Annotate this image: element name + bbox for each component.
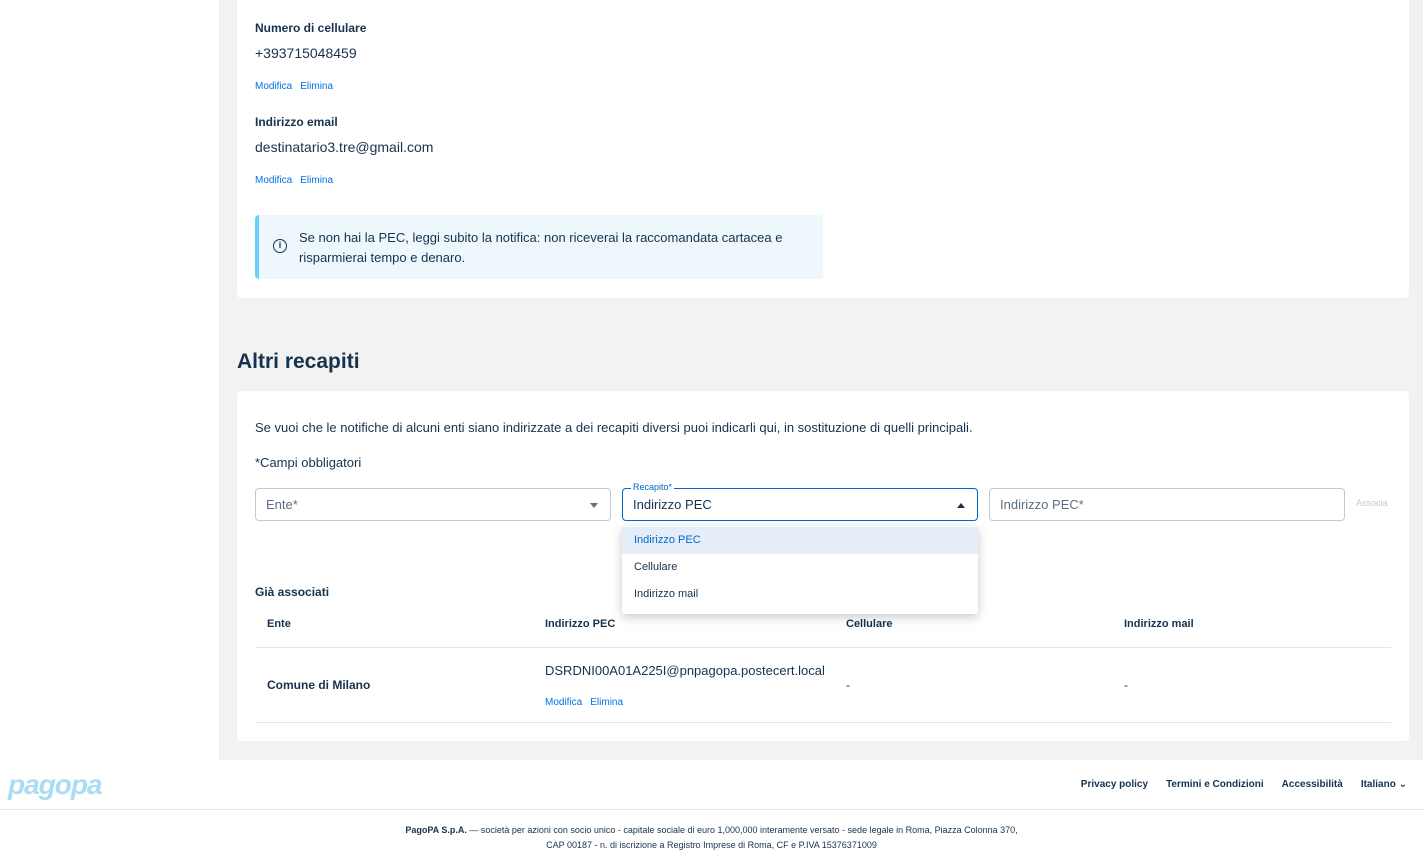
row-mail: - [1124, 678, 1128, 692]
info-icon: i [273, 239, 287, 253]
section-description: Se vuoi che le notifiche di alcuni enti siano indirizzate a dei recapiti diversi puoi indicarli qui, in sostituzione di quelli principali. [255, 420, 973, 435]
mobile-actions [255, 81, 333, 92]
sidebar [0, 0, 219, 760]
email-value: destinatario3.tre@gmail.com [255, 139, 434, 155]
dropdown-option-mail[interactable]: Indirizzo mail [634, 588, 699, 600]
ente-select-placeholder: Ente* [266, 497, 298, 512]
recapito-dropdown-menu [622, 526, 978, 614]
info-alert [255, 215, 823, 279]
table-row-divider [255, 722, 1391, 723]
email-actions [255, 175, 333, 186]
info-alert-text: Se non hai la PEC, leggi subito la notifica: non riceverai la raccomandata cartacea e risparmierai tempo e denaro. [299, 230, 783, 265]
row-edit-link[interactable]: Modifica [545, 697, 583, 708]
row-cellulare: - [846, 678, 850, 692]
address-input[interactable] [989, 488, 1345, 521]
privacy-policy-link[interactable]: Privacy policy [1080, 779, 1149, 790]
recapito-select[interactable] [622, 482, 978, 521]
email-delete-link[interactable]: Elimina [300, 175, 334, 186]
chevron-down-icon [590, 503, 598, 508]
column-header-pec: Indirizzo PEC [545, 618, 616, 630]
table-header-divider [255, 647, 1391, 648]
main-content [219, 0, 1423, 760]
associated-title: Già associati [255, 585, 330, 599]
legal-line-1: — società per azioni con socio unico - capitale sociale di euro 1,000,000 interamente versato - sede legale in Roma, Piazza Colonna 370, [466, 825, 1018, 835]
recapito-select-label: Recapito* [633, 482, 673, 492]
contacts-card [237, 0, 1409, 298]
other-contacts-card [237, 391, 1409, 741]
column-header-mail: Indirizzo mail [1124, 618, 1194, 630]
dropdown-option-pec[interactable]: Indirizzo PEC [622, 527, 978, 554]
language-selector[interactable] [1361, 779, 1407, 790]
row-ente: Comune di Milano [267, 678, 371, 692]
footer-links [1081, 779, 1407, 790]
dropdown-option-cellulare[interactable]: Cellulare [634, 561, 678, 573]
mobile-edit-link[interactable]: Modifica [255, 81, 293, 92]
terms-link[interactable]: Termini e Condizioni [1166, 779, 1264, 790]
pagopa-logo[interactable]: pagopa [8, 769, 102, 800]
recapito-select-value: Indirizzo PEC [633, 497, 712, 512]
legal-company: PagoPA S.p.A. [405, 825, 467, 835]
chevron-up-icon [957, 503, 965, 508]
legal-line-2: CAP 00187 - n. di iscrizione a Registro Imprese di Roma, CF e P.IVA 15376371009 [546, 840, 877, 850]
chevron-down-icon: ⌄ [1398, 779, 1407, 790]
address-input-placeholder: Indirizzo PEC* [1000, 497, 1084, 512]
required-note: *Campi obbligatori [255, 455, 362, 470]
language-label: Italiano [1360, 779, 1396, 790]
associate-button[interactable]: Associa [1356, 498, 1388, 508]
accessibility-link[interactable]: Accessibilità [1281, 779, 1343, 790]
mobile-label: Numero di cellulare [255, 21, 367, 35]
row-actions [545, 697, 623, 708]
row-delete-link[interactable]: Elimina [590, 697, 624, 708]
email-label: Indirizzo email [255, 115, 338, 129]
ente-select[interactable] [255, 488, 611, 521]
mobile-value: +393715048459 [255, 45, 357, 61]
email-edit-link[interactable]: Modifica [255, 175, 293, 186]
row-pec: DSRDNI00A01A225I@pnpagopa.postecert.local [545, 663, 825, 678]
column-header-cellulare: Cellulare [846, 618, 893, 630]
footer-bar [0, 760, 1423, 810]
mobile-delete-link[interactable]: Elimina [300, 81, 334, 92]
column-header-ente: Ente [267, 618, 291, 630]
legal-text [0, 823, 1423, 853]
section-title: Altri recapiti [237, 350, 360, 373]
